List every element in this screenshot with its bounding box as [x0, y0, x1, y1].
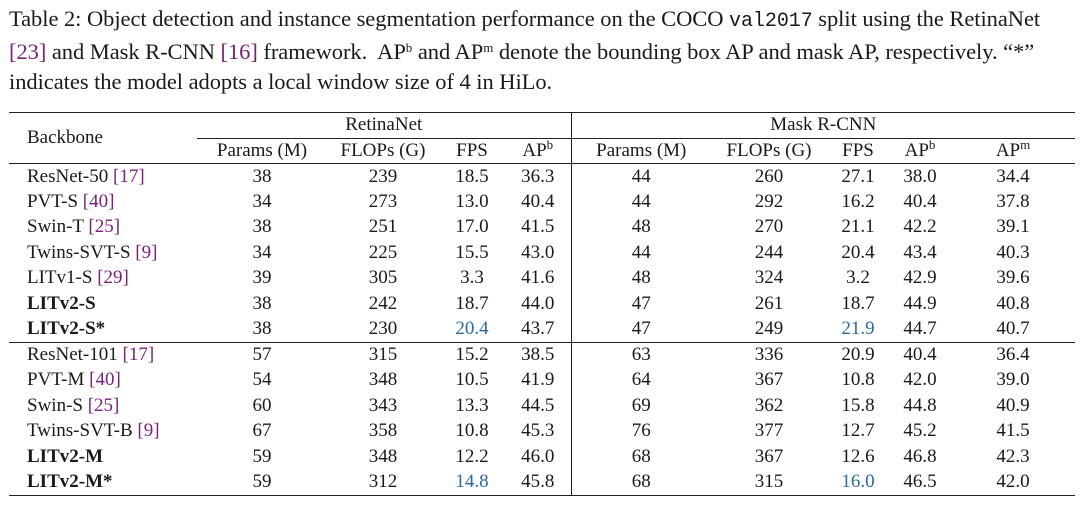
header-retinanet: RetinaNet — [197, 113, 571, 139]
retina-ap-cell: 36.3 — [505, 164, 571, 190]
caption-text-5: and — [417, 39, 451, 64]
mask-flops-cell: 367 — [754, 445, 784, 467]
mask-apb-cell: 46.8 — [903, 445, 937, 467]
retina-fps-cell: 15.2 — [439, 342, 505, 368]
retina-ap-cell: 43.7 — [521, 318, 555, 339]
backbone-name: LITv2-S — [27, 292, 96, 314]
caption-apb: $AP^b$ — [377, 39, 413, 64]
retina-params-cell: 38 — [252, 216, 272, 238]
retina-fps-cell: 10.8 — [455, 420, 489, 442]
caption-text-1: Object detection and instance segmentation performance on the COCO — [86, 6, 724, 31]
mask-flops-cell: 315 — [711, 470, 827, 496]
citation-link[interactable]: [40] — [89, 369, 121, 391]
mask-flops-cell: 270 — [754, 216, 784, 238]
header-flops: FLOPs (G) — [340, 139, 426, 161]
backbone-cell — [9, 393, 197, 419]
mask-fps-cell: 16.0 — [827, 470, 889, 496]
retina-ap-cell: 43.0 — [521, 241, 555, 263]
retina-ap-cell: 41.9 — [521, 369, 555, 391]
backbone-name: PVT-M — [27, 369, 85, 391]
mask-apb-cell: 42.0 — [903, 369, 937, 391]
retina-flops-cell: 305 — [368, 267, 398, 289]
backbone-name: Twins-SVT-S — [27, 241, 131, 263]
citation-link[interactable]: [9] — [135, 241, 158, 263]
citation-link[interactable]: [17] — [122, 344, 155, 365]
retina-ap-cell: 44.5 — [521, 394, 555, 416]
mask-apb-cell: 42.9 — [903, 267, 937, 289]
mask-params-cell: 47 — [571, 291, 711, 317]
mask-params-cell: 64 — [571, 368, 711, 394]
retina-ap-cell: 41.6 — [521, 267, 555, 289]
citation-link[interactable]: [29] — [97, 267, 129, 289]
citation-link[interactable]: [25] — [87, 394, 120, 416]
caption-text-3: and Mask R-CNN — [51, 39, 215, 64]
mask-apb-cell: 45.2 — [903, 420, 937, 442]
retina-params-cell: 59 — [197, 470, 327, 496]
retina-fps-cell: 15.5 — [455, 241, 489, 263]
mask-apm-cell: 40.8 — [996, 292, 1030, 314]
backbone-name: LITv2-S* — [27, 318, 106, 339]
backbone-cell — [9, 164, 197, 190]
backbone-cell — [9, 470, 197, 496]
backbone-name: ResNet-101 — [27, 344, 118, 365]
mask-params-cell: 63 — [571, 342, 711, 368]
table-row — [9, 189, 1075, 215]
mask-fps-cell: 15.8 — [841, 394, 875, 416]
retina-params-cell: 39 — [252, 267, 272, 289]
mask-fps-cell: 12.6 — [841, 445, 875, 467]
backbone-name: Swin-S — [27, 394, 83, 416]
retina-flops-cell: 273 — [368, 190, 398, 212]
backbone-name: Swin-T — [27, 216, 84, 238]
mask-apb-cell: 44.8 — [903, 394, 937, 416]
retina-ap-cell: 41.5 — [521, 216, 555, 238]
backbone-cell — [9, 189, 197, 215]
header-ap-m: $AP^m$ — [995, 136, 1031, 161]
mask-params-cell: 44 — [571, 189, 711, 215]
backbone-cell — [9, 240, 197, 266]
mask-fps-cell: 3.2 — [846, 267, 870, 289]
retina-flops-cell: 343 — [368, 394, 398, 416]
backbone-cell — [9, 291, 197, 317]
caption-text-6: denote the bounding box AP and mask AP, respectively. “*” indicates the model adopts a local window size of 4 in HiLo. — [9, 39, 1035, 94]
retina-flops-cell: 348 — [368, 445, 398, 467]
mask-flops-cell: 292 — [754, 190, 784, 212]
mask-apm-cell: 40.3 — [996, 241, 1030, 263]
backbone-name: LITv2-M — [27, 445, 103, 467]
retina-params-cell: 57 — [197, 342, 327, 368]
table-row — [9, 393, 1075, 419]
backbone-cell — [9, 444, 197, 470]
retina-flops-cell: 251 — [368, 216, 398, 238]
mask-apb-cell: 46.5 — [889, 470, 951, 496]
header-params: Params (M) — [571, 138, 711, 164]
retina-fps-cell: 10.5 — [455, 369, 489, 391]
retina-flops-cell: 315 — [327, 342, 439, 368]
mask-fps-cell: 20.9 — [827, 342, 889, 368]
retina-fps-cell: 18.7 — [455, 292, 489, 314]
backbone-name: Twins-SVT-B — [27, 420, 133, 442]
retina-ap-cell: 40.4 — [521, 190, 555, 212]
mask-fps-cell: 10.8 — [841, 369, 875, 391]
table-row — [9, 317, 1075, 343]
mask-flops-cell: 249 — [754, 318, 784, 339]
backbone-cell — [9, 215, 197, 241]
mask-flops-cell: 377 — [754, 420, 784, 442]
retina-params-cell: 34 — [252, 241, 272, 263]
retina-fps-cell: 17.0 — [455, 216, 489, 238]
retina-fps-cell: 13.0 — [455, 190, 489, 212]
retina-params-cell: 67 — [252, 420, 272, 442]
table-row — [9, 215, 1075, 241]
retina-fps-cell: 20.4 — [455, 318, 489, 339]
caption-text-4: framework. — [263, 39, 368, 64]
mask-apb-cell: 42.2 — [903, 216, 937, 238]
mask-fps-cell: 12.7 — [841, 420, 875, 442]
retina-flops-cell: 239 — [327, 164, 439, 190]
header-fps: FPS — [842, 139, 874, 161]
table-row — [9, 368, 1075, 394]
mask-params-cell: 44 — [571, 240, 711, 266]
mask-params-cell: 68 — [571, 444, 711, 470]
retina-fps-cell: 14.8 — [439, 470, 505, 496]
mask-flops-cell: 336 — [711, 342, 827, 368]
retina-params-cell: 34 — [252, 190, 272, 212]
header-fps: FPS — [456, 139, 488, 161]
mask-flops-cell: 244 — [754, 241, 784, 263]
header-ap-b: $AP^b$ — [522, 136, 554, 161]
retina-ap-cell: 45.8 — [505, 470, 571, 496]
retina-params-cell: 38 — [197, 164, 327, 190]
mask-apm-cell: 40.9 — [996, 394, 1030, 416]
caption-text-2: split using the RetinaNet — [818, 6, 1041, 31]
retina-flops-cell: 230 — [368, 318, 398, 339]
header-backbone: Backbone — [9, 113, 197, 164]
mask-fps-cell: 16.2 — [841, 190, 875, 212]
retina-ap-cell: 45.3 — [521, 420, 555, 442]
caption-split-name: val2017 — [729, 10, 813, 33]
retina-flops-cell: 358 — [368, 420, 398, 442]
mask-params-cell: 76 — [571, 419, 711, 445]
retina-params-cell: 38 — [252, 292, 272, 314]
retina-flops-cell: 312 — [327, 470, 439, 496]
retina-fps-cell: 3.3 — [460, 267, 484, 289]
table-row — [9, 470, 1075, 496]
mask-fps-cell: 21.9 — [841, 318, 875, 339]
table-row — [9, 419, 1075, 445]
backbone-cell — [9, 368, 197, 394]
caption-label: Table 2: — [9, 6, 82, 31]
caption-apm: $AP^m$ — [454, 39, 494, 64]
mask-fps-cell: 27.1 — [827, 164, 889, 190]
mask-flops-cell: 260 — [711, 164, 827, 190]
retina-ap-cell: 44.0 — [521, 292, 555, 314]
mask-apm-cell: 39.6 — [996, 267, 1030, 289]
mask-apb-cell: 44.7 — [903, 318, 937, 339]
table-row — [9, 266, 1075, 292]
backbone-cell — [9, 266, 197, 292]
mask-apb-cell: 38.0 — [889, 164, 951, 190]
retina-flops-cell: 242 — [368, 292, 398, 314]
mask-apb-cell: 44.9 — [903, 292, 937, 314]
mask-flops-cell: 261 — [754, 292, 784, 314]
retina-ap-cell: 38.5 — [505, 342, 571, 368]
mask-apb-cell: 43.4 — [903, 241, 937, 263]
mask-apm-cell: 42.0 — [951, 470, 1075, 496]
mask-apm-cell: 40.7 — [996, 318, 1030, 339]
retina-fps-cell: 12.2 — [455, 445, 489, 467]
table-body — [9, 164, 1075, 496]
mask-apm-cell: 34.4 — [951, 164, 1075, 190]
backbone-cell — [9, 342, 197, 368]
citation-link[interactable]: [40] — [82, 190, 115, 212]
mask-apm-cell: 39.0 — [996, 369, 1030, 391]
mask-fps-cell: 18.7 — [841, 292, 875, 314]
retina-params-cell: 54 — [252, 369, 272, 391]
backbone-name: LITv2-M* — [27, 471, 113, 492]
mask-apm-cell: 41.5 — [996, 420, 1030, 442]
table-row — [9, 444, 1075, 470]
results-table — [9, 112, 1075, 496]
mask-params-cell: 44 — [571, 164, 711, 190]
table-caption — [9, 4, 1075, 97]
citation-link[interactable]: [9] — [137, 420, 160, 442]
mask-params-cell: 47 — [571, 317, 711, 343]
citation-link[interactable]: [25] — [88, 216, 121, 238]
table-row — [9, 164, 1075, 190]
retina-flops-cell: 348 — [368, 369, 398, 391]
mask-apm-cell: 37.8 — [996, 190, 1030, 212]
mask-params-cell: 68 — [571, 470, 711, 496]
citation-link[interactable]: [16] — [220, 39, 258, 64]
mask-flops-cell: 324 — [754, 267, 784, 289]
table-row — [9, 342, 1075, 368]
mask-params-cell: 48 — [571, 215, 711, 241]
retina-fps-cell: 13.3 — [455, 394, 489, 416]
mask-apb-cell: 40.4 — [903, 190, 937, 212]
citation-link[interactable]: [23] — [9, 39, 47, 64]
table-row — [9, 291, 1075, 317]
backbone-name: PVT-S — [27, 190, 79, 212]
citation-link[interactable]: [17] — [113, 165, 145, 187]
mask-flops-cell: 362 — [754, 394, 784, 416]
header-flops: FLOPs (G) — [726, 139, 812, 161]
retina-params-cell: 38 — [252, 318, 272, 339]
retina-params-cell: 60 — [252, 394, 272, 416]
header-ap-b: $AP^b$ — [904, 136, 936, 161]
retina-params-cell: 59 — [252, 445, 272, 467]
mask-fps-cell: 20.4 — [841, 241, 875, 263]
retina-fps-cell: 18.5 — [439, 164, 505, 190]
retina-ap-cell: 46.0 — [521, 445, 555, 467]
header-params: Params (M) — [216, 139, 308, 161]
mask-apm-cell: 42.3 — [996, 445, 1030, 467]
table-row — [9, 240, 1075, 266]
mask-apm-cell: 36.4 — [951, 342, 1075, 368]
backbone-cell — [9, 419, 197, 445]
backbone-name: ResNet-50 — [27, 165, 109, 187]
retina-flops-cell: 225 — [368, 241, 398, 263]
mask-apm-cell: 39.1 — [996, 216, 1030, 238]
mask-apb-cell: 40.4 — [889, 342, 951, 368]
mask-params-cell: 69 — [571, 393, 711, 419]
mask-fps-cell: 21.1 — [841, 216, 875, 238]
mask-flops-cell: 367 — [754, 369, 784, 391]
mask-params-cell: 48 — [571, 266, 711, 292]
header-mask-rcnn: Mask R-CNN — [571, 113, 1075, 139]
backbone-name: LITv1-S — [27, 267, 93, 289]
backbone-cell — [9, 317, 197, 343]
